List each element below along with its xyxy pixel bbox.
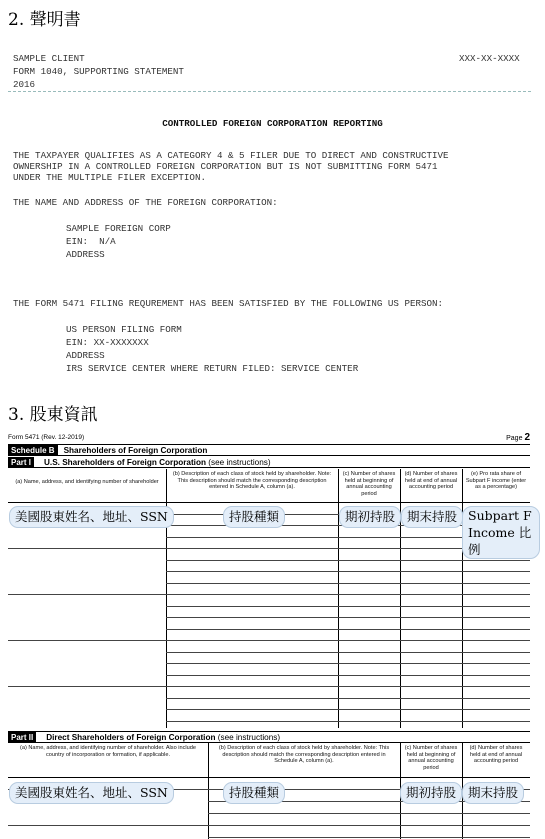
person-ein: EIN: XX-XXXXXXX [66,337,149,348]
person-name: US PERSON FILING FORM [66,324,182,335]
p1-header-rule [8,502,530,503]
section-2-title: 2. 聲明書 [8,10,81,30]
part1-note: (see instructions) [208,458,271,467]
p1-row-line [166,560,530,561]
p1-row-line [166,709,530,710]
form-5471-schedule-b [8,430,530,839]
corp-ein: EIN: N/A [66,236,116,247]
corp-address: ADDRESS [66,249,105,260]
part2-tag: Part II [8,732,36,743]
annotation-p2-stock: 持股種類 [223,782,285,804]
p1-col-e-header: (e) Pro rata share of Subpart F income (enter as a percentage) [465,471,527,491]
p1-col-divider [338,469,339,728]
part2-bar [8,731,530,743]
p1-row-line [8,594,530,595]
section-3-title: 3. 股東資訊 [8,405,98,425]
corp-name: SAMPLE FOREIGN CORP [66,223,171,234]
p1-row-line [166,698,530,699]
tax-year: 2016 [13,79,36,90]
p2-row-line [208,813,530,814]
annotation-p2-begin: 期初持股 [400,782,462,804]
p1-col-c-header: (c) Number of shares held at beginning of annual accounting period [342,471,396,497]
p1-row-line [166,652,530,653]
p2-header-rule [8,777,530,778]
p1-row-line [166,571,530,572]
annotation-p1-stock: 持股種類 [223,506,285,528]
p1-row-line [166,583,530,584]
statement-heading: CONTROLLED FOREIGN CORPORATION REPORTING [162,118,383,129]
annotation-p2-end: 期末持股 [462,782,524,804]
p2-col-b-header: (b) Description of each class of stock held by shareholder. Note: This description should match the corresponding description entered in Schedule A, column (a). [218,745,390,765]
p1-col-d-header: (d) Number of shares held at end of annual accounting period [404,471,458,491]
page-indicator [506,432,530,443]
page-number: 2 [524,432,530,443]
page-label: Page [506,435,523,442]
annotation-p1-begin: 期初持股 [339,506,401,528]
annotation-p1-subpart: Subpart F Income 比例 [462,506,540,559]
supporting-statement [0,44,545,377]
ssn: XXX-XX-XXXX [459,53,520,64]
p1-row-line [166,663,530,664]
p2-col-a-header: (a) Name, address, and identifying number of shareholder. Also include country of incorporation or formation, if applicable. [20,745,196,758]
schedule-tag: Schedule B [8,445,58,456]
p1-row-line [166,675,530,676]
part2-title: Direct Shareholders of Foreign Corporation [46,733,216,742]
part1-bar [8,457,530,468]
divider [8,91,531,92]
annotation-p2-name: 美國股東姓名、地址、SSN [9,782,174,804]
schedule-b-bar [8,445,530,456]
p1-row-line [166,617,530,618]
part2-note: (see instructions) [217,733,281,742]
p1-row-line [8,686,530,687]
p2-col-d-header: (d) Number of shares held at end of annual accounting period [469,745,523,765]
service-center: IRS SERVICE CENTER WHERE RETURN FILED: SERVICE CENTER [66,363,359,374]
para3: THE FORM 5471 FILING REQUREMENT HAS BEEN SATISFIED BY THE FOLLOWING US PERSON: [13,298,444,309]
person-address: ADDRESS [66,350,105,361]
para1-line2: OWNERSHIP IN A CONTROLLED FOREIGN CORPORATION BUT IS NOT SUBMITTING FORM 5471 [13,161,438,172]
p2-col-c-header: (c) Number of shares held at beginning of annual accounting period [404,745,458,771]
schedule-title: Shareholders of Foreign Corporation [63,446,208,455]
p1-col-divider [400,469,401,728]
p1-col-divider [462,469,463,728]
para1-line3: UNDER THE MULTIPLE FILER EXCEPTION. [13,172,206,183]
para2: THE NAME AND ADDRESS OF THE FOREIGN CORPORATION: [13,197,278,208]
annotation-p1-end: 期末持股 [401,506,463,528]
form-id: Form 5471 (Rev. 12-2019) [8,434,85,441]
p1-row-line [8,548,530,549]
form-line: FORM 1040, SUPPORTING STATEMENT [13,66,184,77]
client-name: SAMPLE CLIENT [13,53,85,64]
para1-line1: THE TAXPAYER QUALIFIES AS A CATEGORY 4 & 5 FILER DUE TO DIRECT AND CONSTRUCTIVE [13,150,449,161]
part1-tag: Part I [8,457,34,468]
p2-row-line [208,837,530,838]
p1-row-line [166,606,530,607]
p1-col-b-header: (b) Description of each class of stock held by shareholder. Note: This description should match the corresponding description entered in Schedule A, column (a). [172,471,332,491]
p1-row-line [166,629,530,630]
p1-row-line [8,640,530,641]
part1-title: U.S. Shareholders of Foreign Corporation [44,458,206,467]
p2-row-line [8,825,530,826]
p1-col-a-header: (a) Name, address, and identifying number of shareholder [15,479,159,485]
p1-row-line [166,721,530,722]
annotation-p1-name: 美國股東姓名、地址、SSN [9,506,174,528]
